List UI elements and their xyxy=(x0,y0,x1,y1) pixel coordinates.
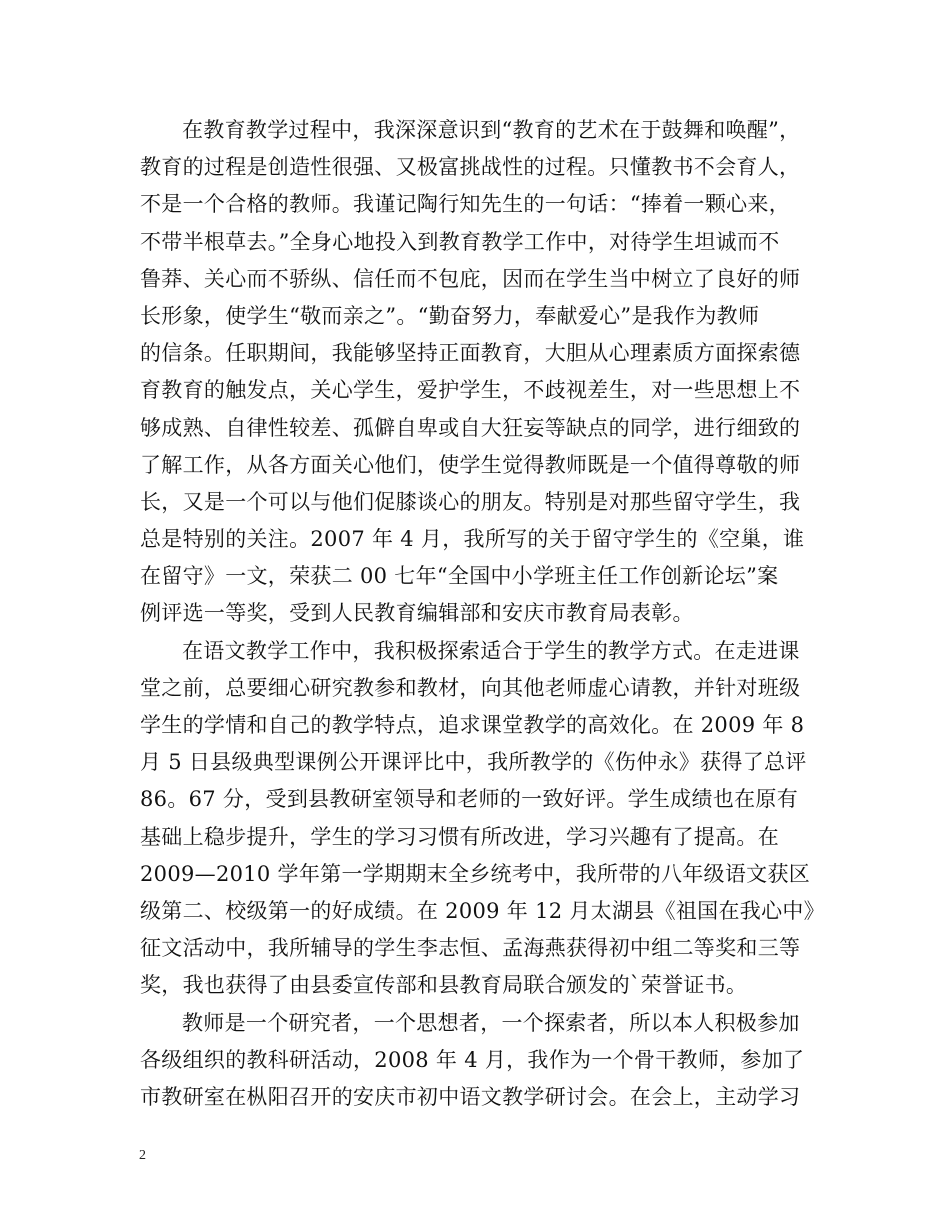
text-line: 例评选一等奖，受到人民教育编辑部和安庆市教育局表彰。 xyxy=(140,601,694,626)
text-line: 不是一个合格的教师。我谨记陶行知先生的一句话：“捧着一颗心来， xyxy=(140,192,791,217)
text-line: 市教研室在枞阳召开的安庆市初中语文教学研讨会。在会上，主动学习 xyxy=(140,1084,801,1109)
body-text xyxy=(140,112,830,1116)
text-line: 在留守》一文，荣获二 00 七年“全国中小学班主任工作创新论坛”案 xyxy=(140,564,779,589)
text-line: 够成熟、自律性较差、孤僻自卑或自大狂妄等缺点的同学，进行细致的 xyxy=(140,415,801,440)
page-number: 2 xyxy=(139,1148,146,1163)
text-line: 不带半根草去。”全身心地投入到教育教学工作中，对待学生坦诚而不 xyxy=(140,229,780,254)
text-line: 长形象，使学生“敬而亲之”。“勤奋努力，奉献爱心”是我作为教师 xyxy=(140,303,760,328)
paragraph-2 xyxy=(140,633,830,1005)
text-line: 各级组织的教科研活动，2008 年 4 月，我作为一个骨干教师，参加了 xyxy=(140,1047,805,1072)
text-line: 学生的学情和自己的教学特点，追求课堂教学的高效化。在 2009 年 8 xyxy=(140,713,805,737)
text-line: 级第二、校级第一的好成绩。在 2009 年 12 月太湖县《祖国在我心中》 xyxy=(140,898,825,923)
paragraph-1 xyxy=(140,112,830,633)
text-line: 教师是一个研究者，一个思想者，一个探索者，所以本人积极参加 xyxy=(182,1010,800,1035)
text-line: 征文活动中，我所辅导的学生李志恒、孟海燕获得初中组二等奖和三等 xyxy=(140,936,801,961)
text-line: 2009—2010 学年第一学期期末全乡统考中，我所带的八年级语文获区 xyxy=(140,861,811,886)
text-line: 教育的过程是创造性很强、又极富挑战性的过程。只懂教书不会育人， xyxy=(140,155,801,180)
text-line: 总是特别的关注。2007 年 4 月，我所写的关于留守学生的《空巢，谁 xyxy=(140,527,805,552)
text-line: 育教育的触发点，关心学生，爱护学生，不歧视差生，对一些思想上不 xyxy=(140,378,801,403)
text-line: 堂之前，总要细心研究教参和教材，向其他老师虚心请教，并针对班级 xyxy=(140,675,801,700)
text-line: 了解工作，从各方面关心他们，使学生觉得教师既是一个值得尊敬的师 xyxy=(140,452,801,477)
text-line: 的信条。任职期间，我能够坚持正面教育，大胆从心理素质方面探索德 xyxy=(140,341,801,366)
paragraph-3 xyxy=(140,1005,830,1117)
text-line: 在语文教学工作中，我积极探索适合于学生的教学方式。在走进课 xyxy=(182,638,800,663)
text-line: 在教育教学过程中，我深深意识到“教育的艺术在于鼓舞和唤醒”， xyxy=(182,118,801,142)
text-line: 鲁莽、关心而不骄纵、信任而不包庇，因而在学生当中树立了良好的师 xyxy=(140,266,801,291)
text-line: 基础上稳步提升，学生的学习习惯有所改进，学习兴趣有了提高。在 xyxy=(140,824,779,849)
text-line: 月 5 日县级典型课例公开课评比中，我所教学的《伤仲永》获得了总评 xyxy=(140,750,807,775)
text-line: 长，又是一个可以与他们促膝谈心的朋友。特别是对那些留守学生，我 xyxy=(140,489,801,514)
text-line: 奖，我也获得了由县委宣传部和县教育局联合颁发的`荣誉证书。 xyxy=(140,973,748,998)
text-line: 86。67 分，受到县教研室领导和老师的一致好评。学生成绩也在原有 xyxy=(140,787,799,812)
